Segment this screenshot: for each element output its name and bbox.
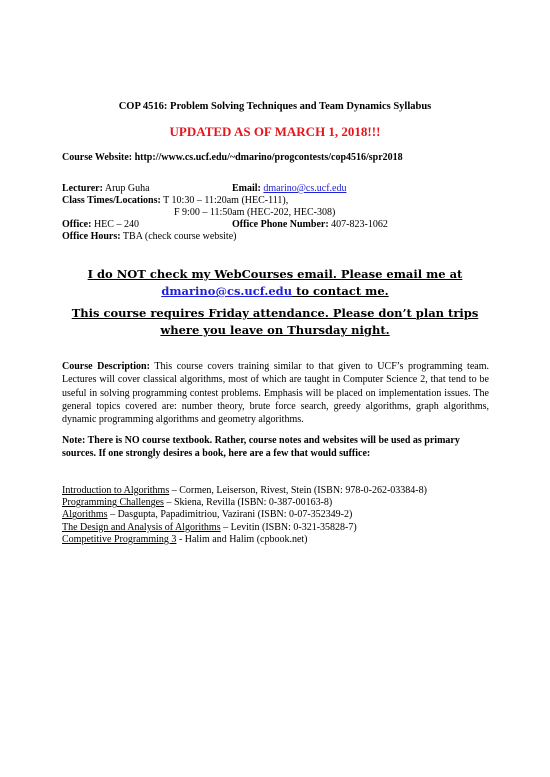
lecturer-line	[62, 183, 150, 195]
attendance-notice	[0, 305, 550, 339]
book-title: Algorithms	[62, 509, 108, 521]
email-notice-rest: to contact me.	[292, 284, 389, 298]
course-description-text: This course covers training similar to that given to UCF’s programming team. Lectures will cover classical algorithms, most of which are taught in Computer Science 2, that tend to be useful in solving programming contest problems. Emphasis will be placed on implementation issues. The general topics covered are: number theory, brute force search, greedy algorithms, graph algorithms, dynamic programming algorithms and geometry algorithms.	[62, 361, 489, 426]
list-item	[62, 497, 427, 509]
attendance-notice-line2: where you leave on Thursday night.	[160, 323, 390, 337]
book-title: The Design and Analysis of Algorithms	[62, 521, 221, 533]
office-line	[62, 219, 139, 231]
textbook-note: Note: There is NO course textbook. Rather, course notes and websites will be used as primary sources. If one strongly desires a book, here are a few that would suffice:	[62, 435, 460, 460]
book-details: – Levitin (ISBN: 0-321-35828-7)	[220, 521, 357, 533]
office-phone-line	[232, 219, 388, 230]
list-item	[62, 509, 427, 521]
email-link[interactable]: dmarino@cs.ucf.edu	[263, 183, 347, 194]
class-times-label: Class Times/Locations:	[62, 195, 161, 206]
email-notice	[0, 266, 550, 300]
lecturer-label: Lecturer:	[62, 183, 103, 194]
class-times-line1: T 10:30 – 11:20am (HEC-111),	[160, 195, 289, 206]
office-hours-line	[62, 231, 236, 243]
email-label: Email:	[232, 183, 261, 194]
book-title: Introduction to Algorithms	[62, 485, 170, 496]
lecturer-value: Arup Guha	[102, 183, 150, 194]
book-details: – Cormen, Leiserson, Rivest, Stein (ISBN: 978-0-262-03384-8)	[169, 485, 427, 496]
book-details: – Dasgupta, Papadimitriou, Vazirani (ISBN: 0-07-352349-2)	[107, 509, 353, 521]
list-item	[62, 534, 427, 546]
course-description	[62, 360, 489, 426]
book-details: - Halim and Halim (cpbook.net)	[176, 533, 308, 545]
list-item	[62, 522, 427, 534]
email-line	[232, 183, 346, 194]
list-item	[62, 485, 427, 497]
document-title: COP 4516: Problem Solving Techniques and Team Dynamics Syllabus	[118, 101, 432, 112]
book-title: Competitive Programming 3	[62, 533, 177, 545]
book-title: Programming Challenges	[62, 497, 164, 509]
course-description-label: Course Description:	[62, 361, 150, 372]
class-times-line	[62, 195, 288, 207]
office-phone-value: 407-823-1062	[328, 219, 388, 230]
course-website: Course Website: http://www.cs.ucf.edu/~dmarino/progcontests/cop4516/spr2018	[62, 152, 403, 163]
email-notice-line1: I do NOT check my WebCourses email. Please email me at	[87, 267, 463, 281]
office-hours-label: Office Hours:	[62, 231, 121, 242]
attendance-notice-line1: This course requires Friday attendance. Please don’t plan trips	[71, 306, 479, 320]
updated-banner: UPDATED AS OF MARCH 1, 2018!!!	[169, 124, 381, 139]
office-phone-label: Office Phone Number:	[232, 219, 329, 230]
office-label: Office:	[62, 219, 92, 230]
book-list	[62, 485, 427, 546]
book-details: – Skiena, Revilla (ISBN: 0-387-00163-8)	[163, 497, 333, 509]
email-notice-link[interactable]: dmarino@cs.ucf.edu	[161, 284, 293, 298]
office-value: HEC – 240	[91, 219, 139, 230]
office-hours-value: TBA (check course website)	[120, 231, 237, 242]
class-times-line2: F 9:00 – 11:50am (HEC-202, HEC-308)	[174, 207, 336, 218]
